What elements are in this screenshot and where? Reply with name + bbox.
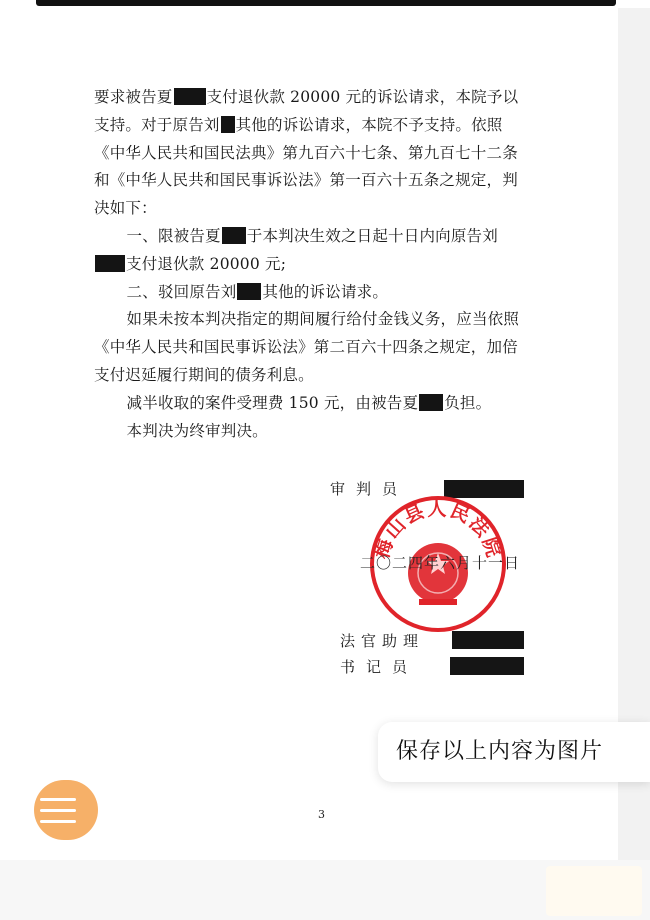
paragraph-interest: 如果未按本判决指定的期间履行给付金钱义务，应当依照《中华人民共和国民事诉讼法》第二百六十四条之规定，加倍支付迟延履行期间的债务利息。 xyxy=(94,310,520,384)
save-as-image-button[interactable]: 保存以上内容为图片 xyxy=(378,722,650,782)
redaction-block xyxy=(174,88,206,105)
menu-button[interactable] xyxy=(34,780,98,840)
paragraph-final: 本判决为终审判决。 xyxy=(126,421,268,440)
redaction-block xyxy=(221,116,235,133)
redaction-block xyxy=(222,227,246,244)
redaction-block xyxy=(95,255,125,272)
paragraph-item-one: 一、限被告夏 于本判决生效之日起十日内向原告刘支付退伙款 20000 元; xyxy=(94,223,528,279)
judgment-date: 二〇二四年六月十一日 xyxy=(360,554,521,572)
corner-tint xyxy=(546,866,642,916)
menu-icon xyxy=(40,820,76,823)
redaction-block xyxy=(419,394,443,411)
paragraph-fee: 减半收取的案件受理费 150 元，由被告夏 负担。 xyxy=(126,393,492,412)
clerk-label: 书记员 xyxy=(340,658,419,676)
paragraph-conclusion: 要求被告夏 支付退伙款 20000 元的诉讼请求，本院予以支持。对于原告刘 其他的诉讼请求，本院不予支持。依照《中华人民共和国民法典》第九百六十七条、第九百七十二条和《中华人民共和国民事诉讼法》第一百六十五条之规定，判决如下： xyxy=(94,88,519,218)
top-bar xyxy=(0,0,650,8)
clerk-name-redacted xyxy=(450,657,524,675)
page-number: 3 xyxy=(318,808,325,821)
paragraph-item-two: 二、驳回原告刘 其他的诉讼请求。 xyxy=(126,282,389,301)
assistant-name-redacted xyxy=(452,631,524,649)
assistant-label: 法官助理 xyxy=(340,632,425,650)
judge-label: 审判员 xyxy=(330,480,409,498)
menu-icon xyxy=(40,809,76,812)
redaction-block xyxy=(237,283,261,300)
menu-icon xyxy=(40,798,76,801)
seal-text: 梅山县人民法院 xyxy=(370,498,506,562)
judgment-text xyxy=(94,84,528,445)
